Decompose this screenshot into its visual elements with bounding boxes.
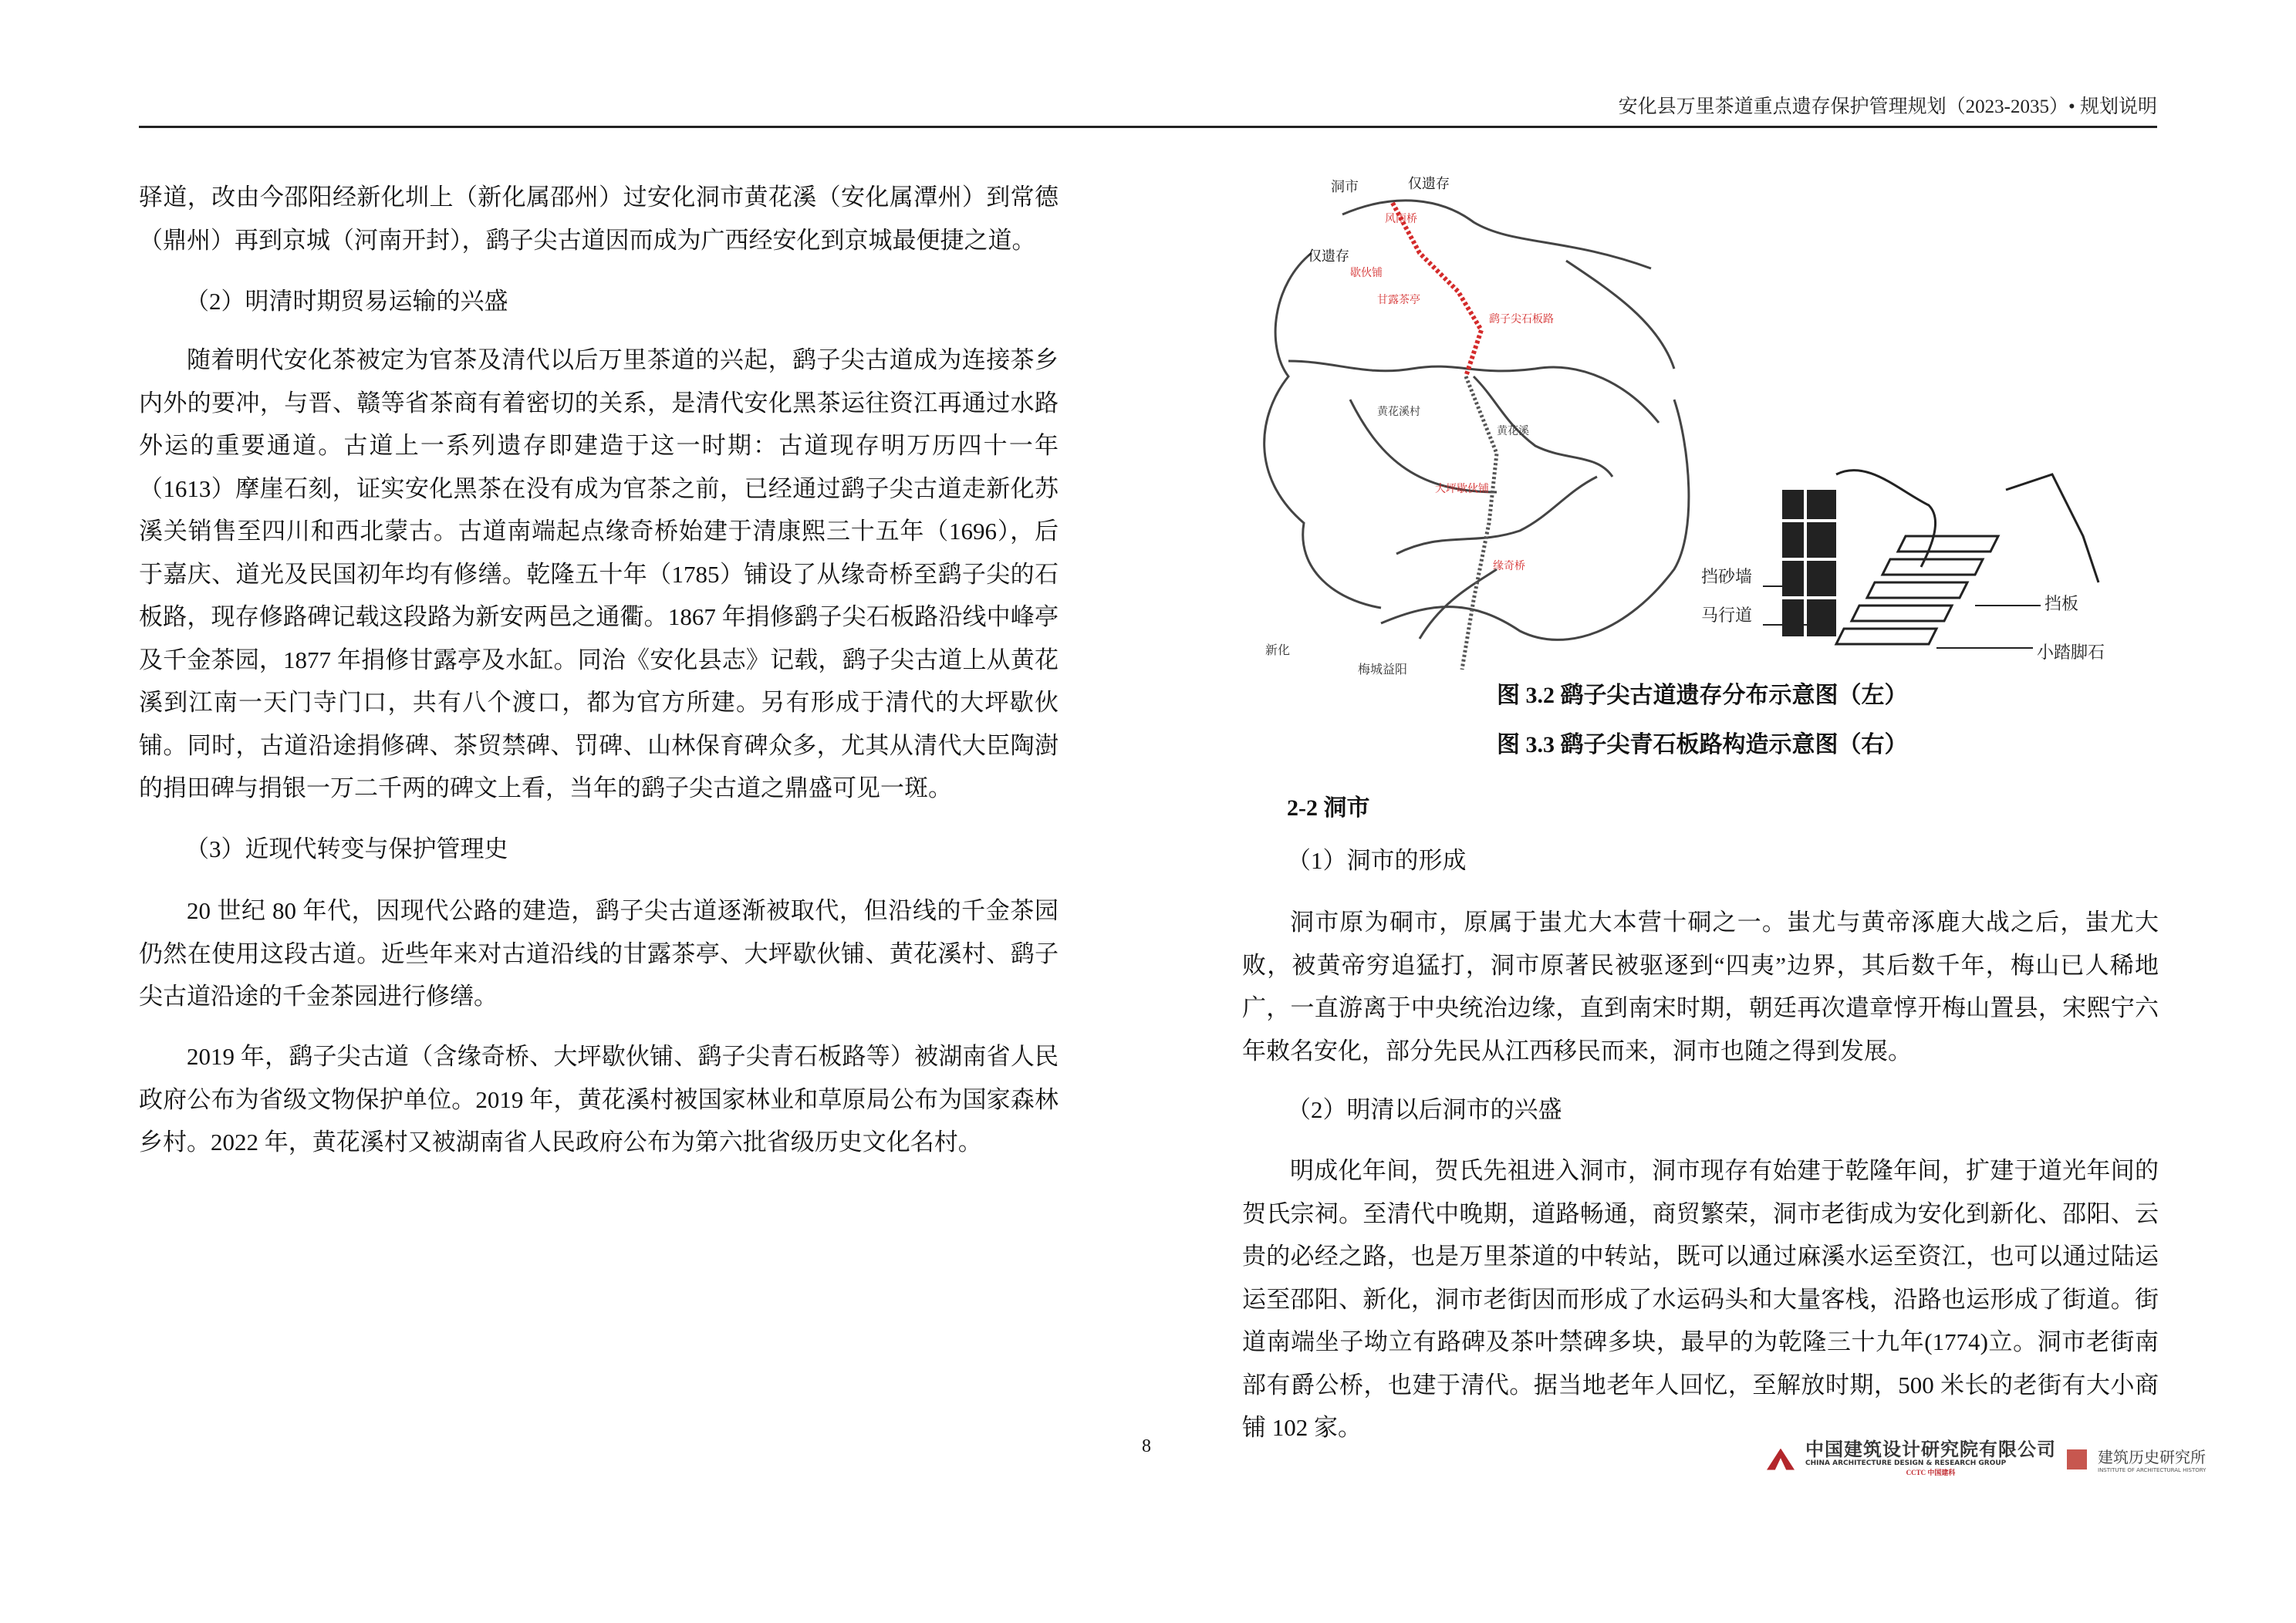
paragraph: 随着明代安化茶被定为官茶及清代以后万里茶道的兴起，鹞子尖古道成为连接茶乡内外的要冲，与晋、赣等省茶商有着密切的关系，是清代安化黑茶运往资江再通过水路外运的重要通道。古道上一系列遗存即建造于这一时期：古道现存明万历四十一年（1613）摩崖石刻，证实安化黑茶在没有成为官茶之前，已经通过鹞子尖古道走新化苏溪关销售至四川和西北蒙古。古道南端起点缘奇桥始建于清康熙三十五年（1696），后于嘉庆、道光及民国初年均有修缮。乾隆五十年（1785）铺设了从缘奇桥至鹞子尖的石板路，现存修路碑记载这段路为新安两邑之通衢。1867 年捐修鹞子尖石板路沿线中峰亭及千金茶园，1877 年捐修甘露亭及水缸。同治《安化县志》记载，鹞子尖古道上从黄花溪到江南一天门寺门口，共有八个渡口，都为官方所建。另有形成于清代的大坪歇伙铺。同时，古道沿途捐修碑、茶贸禁碑、罚碑、山林保育碑众多，尤其从清代大臣陶澍的捐田碑与捐银一万二千两的碑文上看，当年的鹞子尖古道之鼎盛可见一斑。 xyxy=(139,346,1059,801)
paragraph: 驿道，改由今邵阳经新化圳上（新化属邵州）过安化洞市黄花溪（安化属潭州）到常德（鼎州）再到京城（河南开封），鹞子尖古道因而成为广西经安化到京城最便捷之道。 xyxy=(139,184,1059,254)
map-terrain xyxy=(1264,201,1689,640)
paragraph: 洞市原为硐市，原属于蚩尤大本营十硐之一。蚩尤与黄帝涿鹿大战之后，蚩尤大败，被黄帝穷追猛打，洞市原著民被驱逐到“四夷”边界，其后数千年，梅山已人稀地广，一直游离于中央统治边缘，直到南宋时期，朝廷再次遣章惇开梅山置县，宋熙宁六年敕名安化，部分先民从江西移民而来，洞市也随之得到发展。 xyxy=(1242,909,2159,1065)
sketch-label: 挡板 xyxy=(2044,595,2079,614)
subheading: （2）明清时期贸易运输的兴盛 xyxy=(185,288,508,315)
map-label: 甘露茶亭 xyxy=(1377,294,1420,306)
institute-seal-icon xyxy=(2067,1449,2087,1469)
sketch-label: 挡砂墙 xyxy=(1701,568,1753,587)
stair-steps xyxy=(1836,471,2098,644)
sketch-label: 马行道 xyxy=(1701,606,1753,626)
map-label: 黄花溪 xyxy=(1497,425,1529,437)
figure-caption: 图 3.2 鹞子尖古道遗存分布示意图（左） xyxy=(1497,683,1908,708)
cctc-logo: CCTC 中国建科 xyxy=(1906,1469,1956,1476)
trail-route-grey xyxy=(1462,376,1497,670)
institute-name: 建筑历史研究所 xyxy=(2098,1449,2206,1466)
map-label: 缘奇桥 xyxy=(1493,560,1525,572)
subheading: （1）洞市的形成 xyxy=(1287,847,1467,874)
stone-path-sketch xyxy=(1697,444,2160,675)
map-label: 仅遗存 xyxy=(1408,176,1450,192)
map-label: 歇伙铺 xyxy=(1350,267,1383,279)
paragraph: 2019 年，鹞子尖古道（含缘奇桥、大坪歇伙铺、鹞子尖青石板路等）被湖南省人民政府公布为省级文物保护单位。2019 年，黄花溪村被国家林业和草原局公布为国家森林乡村。2022 年，黄花溪村又被湖南省人民政府公布为第六批省级历史文化名村。 xyxy=(139,1043,1059,1156)
map-label: 梅城益阳 xyxy=(1358,662,1408,677)
paragraph: 明成化年间，贺氏先祖进入洞市，洞市现存有始建于乾隆年间，扩建于道光年间的贺氏宗祠。至清代中晚期，道路畅通，商贸繁荣，洞市老街成为安化到新化、邵阳、云贵的必经之路，也是万里茶道的中转站，既可以通过麻溪水运至资江，也可以通过陆运运至邵阳、新化，洞市老街因而形成了水运码头和大量客栈，沿路也运形成了街道。街道南端坐子坳立有路碑及茶叶禁碑多块，最早的为乾隆三十九年(1774)立。洞市老街南部有爵公桥，也建于清代。据当地老年人回忆，至解放时期，500 米长的老街有大小商铺 102 家。 xyxy=(1242,1157,2159,1441)
sketch-label: 小踏脚石 xyxy=(2037,643,2105,663)
cadg-name-en: CHINA ARCHITECTURE DESIGN & RESEARCH GROUP xyxy=(1805,1459,2007,1467)
trail-route-red xyxy=(1393,203,1481,376)
map-label: 风雨桥 xyxy=(1385,213,1417,225)
map-label: 大坪歇伙铺 xyxy=(1435,483,1489,495)
section-heading: 2-2 洞市 xyxy=(1287,795,1370,821)
cadg-logo-icon xyxy=(1767,1449,1795,1470)
retaining-wall xyxy=(1782,490,1836,636)
cadg-name: 中国建筑设计研究院有限公司 xyxy=(1805,1440,2056,1460)
subheading: （3）近现代转变与保护管理史 xyxy=(185,835,508,862)
footer-logos xyxy=(1767,1441,2206,1477)
map-label: 鹞子尖石板路 xyxy=(1489,313,1554,326)
subheading: （2）明清以后洞市的兴盛 xyxy=(1287,1096,1562,1123)
trail-distribution-map xyxy=(1242,168,1705,677)
map-label: 新化 xyxy=(1265,643,1291,657)
map-label: 洞市 xyxy=(1331,179,1359,195)
paragraph: 20 世纪 80 年代，因现代公路的建造，鹞子尖古道逐渐被取代，但沿线的千金茶园仍然在使用这段古道。近些年来对古道沿线的甘露茶亭、大坪歇伙铺、黄花溪村、鹞子尖古道沿途的千金茶园进行修缮。 xyxy=(139,897,1059,1010)
page-number: 8 xyxy=(1142,1436,1151,1456)
figure-caption: 图 3.3 鹞子尖青石板路构造示意图（右） xyxy=(1497,732,1908,758)
map-label: 黄花溪村 xyxy=(1377,406,1420,418)
map-label: 仅遗存 xyxy=(1308,248,1349,265)
header-rule xyxy=(139,126,2157,128)
institute-name-en: INSTITUTE OF ARCHITECTURAL HISTORY xyxy=(2098,1467,2207,1473)
running-header: 安化县万里茶道重点遗存保护管理规划（2023-2035）• 规划说明 xyxy=(1618,96,2157,117)
